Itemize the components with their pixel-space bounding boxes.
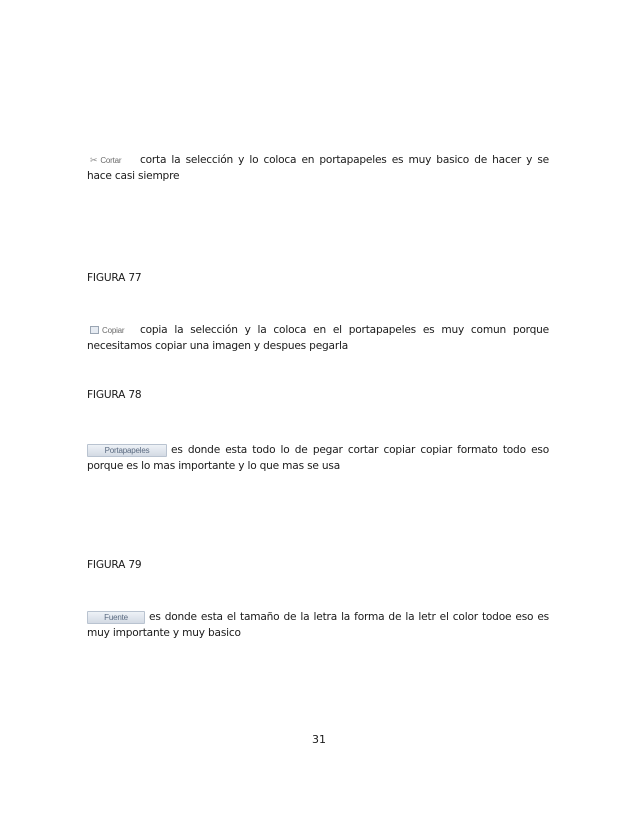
paragraph-portapapeles xyxy=(87,442,549,474)
page-number: 31 xyxy=(312,733,326,746)
copy-icon xyxy=(90,326,99,334)
font-group-image xyxy=(87,611,145,624)
copy-button-image xyxy=(87,325,136,338)
paragraph-copiar xyxy=(87,322,549,354)
figure-caption-79: FIGURA 79 xyxy=(87,559,142,571)
paragraph-fuente xyxy=(87,609,549,641)
paragraph-text: copia la selección y la coloca en el portapapeles es muy comun porque necesitamos copiar una imagen y despues pegarla xyxy=(87,324,549,352)
clipboard-group-label: Portapapeles xyxy=(104,446,150,455)
paragraph-cortar xyxy=(87,152,549,184)
copy-button-label: Copiar xyxy=(102,326,125,335)
figure-caption-77: FIGURA 77 xyxy=(87,272,142,284)
figure-caption-78: FIGURA 78 xyxy=(87,389,142,401)
cut-button-image xyxy=(87,155,136,168)
paragraph-text: corta la selección y lo coloca en portapapeles es muy basico de hacer y se hace casi siempre xyxy=(87,154,549,182)
paragraph-text: es donde esta el tamaño de la letra la forma de la letr el color todoe eso es muy importante y muy basico xyxy=(87,611,549,639)
paragraph-text: es donde esta todo lo de pegar cortar copiar copiar formato todo eso porque es lo mas importante y lo que mas se usa xyxy=(87,444,549,472)
cut-button-label: Cortar xyxy=(100,156,122,165)
scissors-icon: ✂ xyxy=(90,155,98,165)
font-group-label: Fuente xyxy=(104,613,128,622)
clipboard-group-image xyxy=(87,444,167,457)
